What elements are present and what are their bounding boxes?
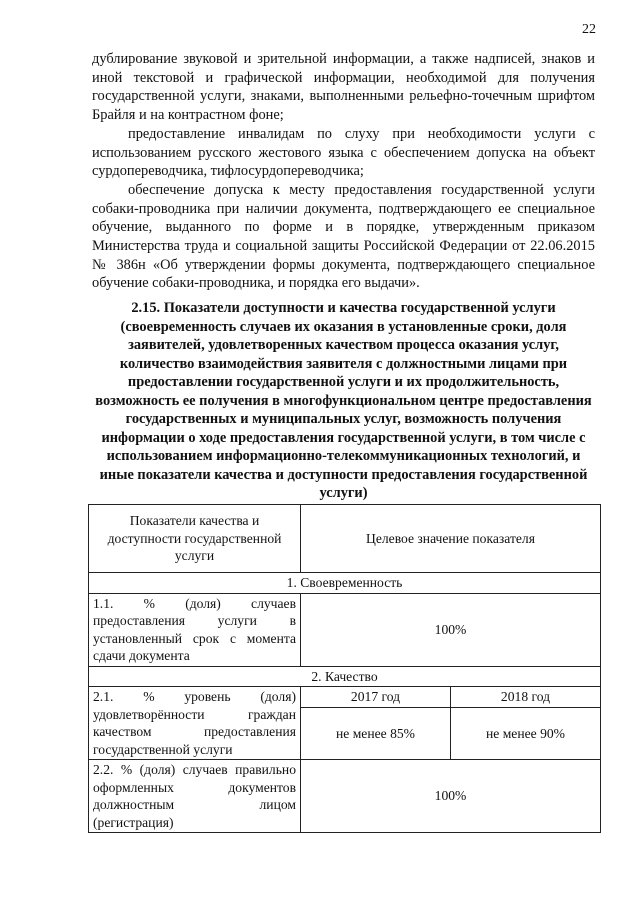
section-row — [89, 666, 601, 687]
table-header-row — [89, 505, 601, 573]
page-number: 22 — [582, 22, 596, 37]
indicators-table — [88, 504, 601, 833]
indicator-value: не менее 90% — [451, 708, 601, 760]
indicator-value: 100% — [301, 593, 601, 666]
paragraph: предоставление инвалидам по слуху при необходимости услуги с использованием русского жестового языка с обеспечением допуска на объект сурдопереводчика, тифлосурдопереводчика; — [92, 125, 595, 180]
indicator-value: не менее 85% — [301, 708, 451, 760]
body-text — [92, 50, 595, 293]
indicator-value: 100% — [301, 760, 601, 833]
table-row — [89, 760, 601, 833]
year-header-2017: 2017 год — [301, 687, 451, 708]
section-heading: 2.15. Показатели доступности и качества государственной услуги (своевременность случаев их оказания в установленные сроки, доля заявителей, удовлетворенных качеством процесса оказания услуг, количество взаимодействия заявителя с должностными лицами при предоставлении государственной услуги и их продолжительность, возможность ее получения в многофункциональном центре предоставления государственных и муниципальных услуг, возможность получения информации о ходе предоставления государственной услуги, в том числе с использованием информационно-телекоммуникационных технологий, и иные показатели качества и доступности предоставления государственной услуги) — [95, 300, 592, 501]
paragraph: дублирование звуковой и зрительной информации, а также надписей, знаков и иной текстовой и графической информации, необходимой для получения государственной услуги, знаками, выполненными рельефно-точечным шрифтом Брайля и на контрастном фоне; — [92, 51, 595, 124]
indicator-label: 1.1. % (доля) случаев предоставления услуги в установленный срок с момента сдачи документа — [89, 593, 301, 666]
section-title-timeliness: 1. Своевременность — [89, 573, 601, 594]
indicator-label: 2.2. % (доля) случаев правильно оформленных документов должностным лицом (регистрация) — [89, 760, 301, 833]
table-row — [89, 687, 601, 708]
paragraph: обеспечение допуска к месту предоставления государственной услуги собаки-проводника при наличии документа, подтверждающего ее специальное обучение, выданного по форме и в порядке, утвержденным приказом Министерства труда и социальной защиты Российской Федерации от 22.06.2015 № 386н «Об утверждении формы документа, подтверждающего специальное обучение собаки-проводника, и порядка его выдачи». — [92, 181, 595, 292]
section-row — [89, 573, 601, 594]
table-row — [89, 593, 601, 666]
header-indicator-cell: Показатели качества и доступности государственной услуги — [89, 505, 301, 573]
year-header-2018: 2018 год — [451, 687, 601, 708]
indicator-label: 2.1. % уровень (доля) удовлетворённости граждан качеством предоставления государственной услуги — [89, 687, 301, 760]
section-title-quality: 2. Качество — [89, 666, 601, 687]
header-target-cell: Целевое значение показателя — [301, 505, 601, 573]
